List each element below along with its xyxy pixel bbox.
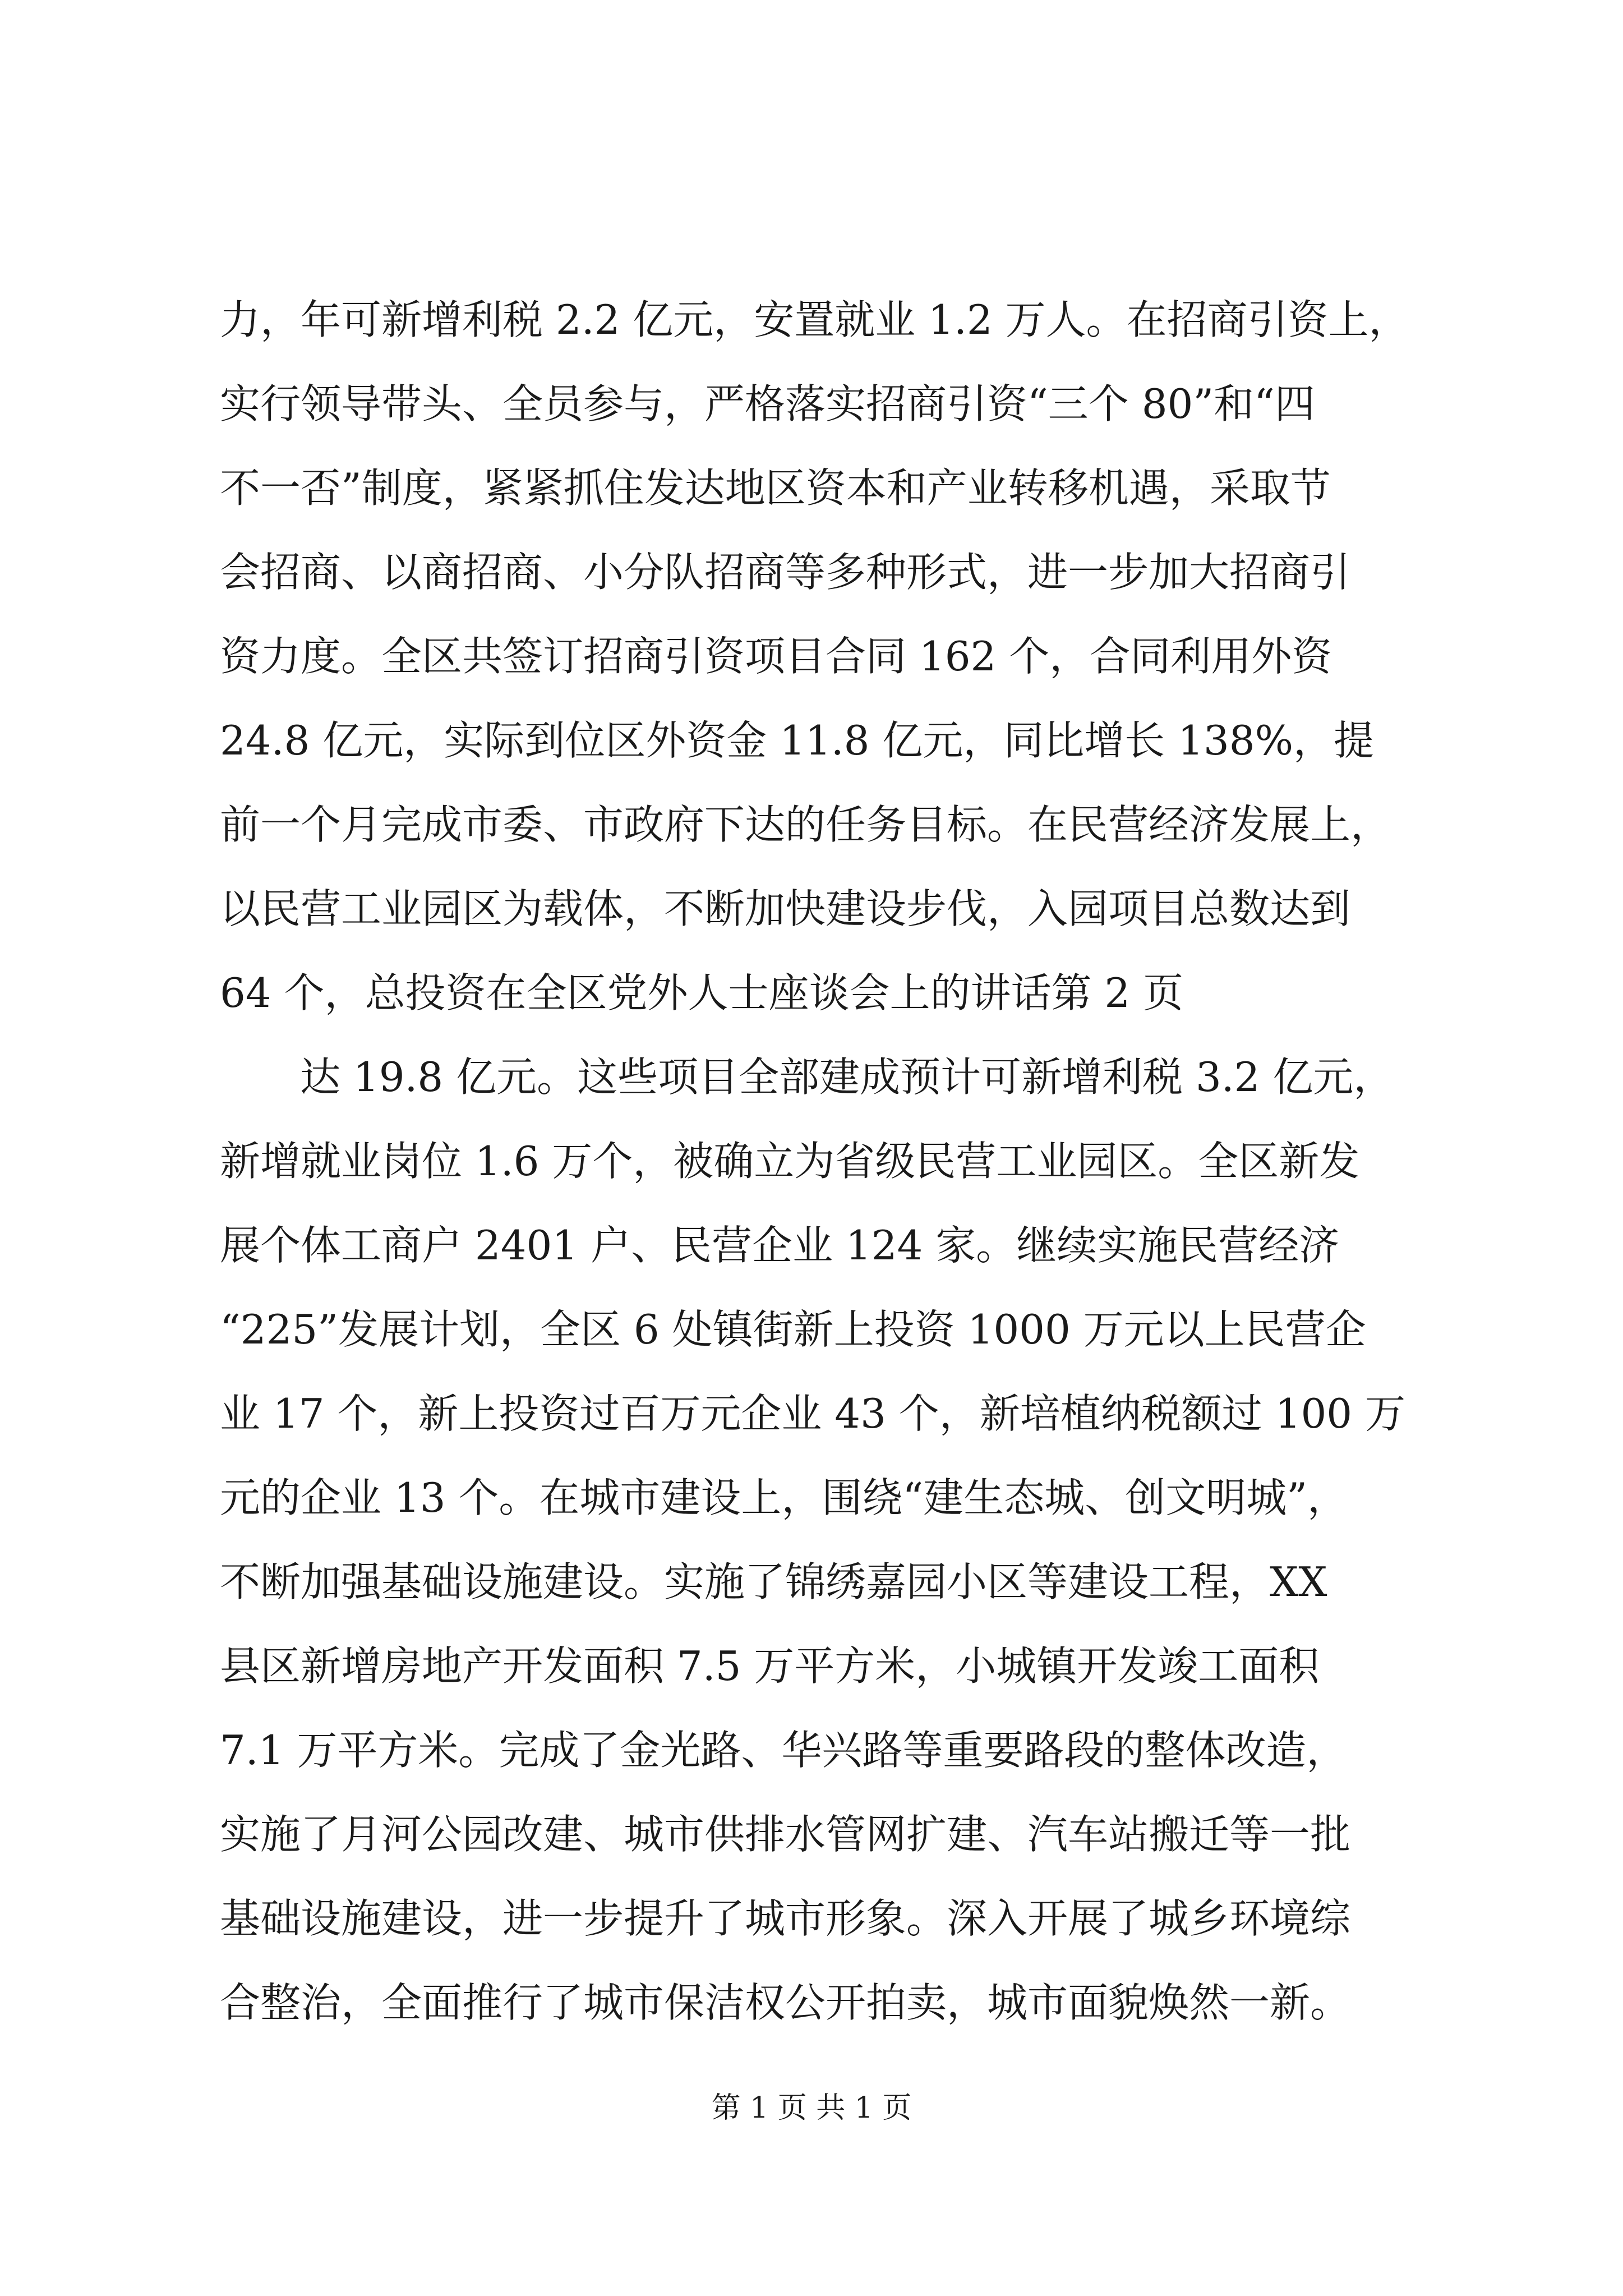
text-line: 力，年可新增利税 2.2 亿元，安置就业 1.2 万人。在招商引资上， (220, 296, 1409, 343)
text-line: 实施了月河公园改建、城市供排水管网扩建、汽车站搬迁等一批 (220, 1811, 1351, 1858)
text-line: 展个体工商户 2401 户、民营企业 124 家。继续实施民营经济 (220, 1222, 1340, 1269)
text-line: 新增就业岗位 1.6 万个，被确立为省级民营工业园区。全区新发 (220, 1138, 1360, 1185)
text-line: “225”发展计划，全区 6 处镇街新上投资 1000 万元以上民营企 (220, 1306, 1366, 1353)
text-line: 会招商、以商招商、小分队招商等多种形式，进一步加大招商引 (220, 549, 1351, 596)
text-line: 实行领导带头、全员参与，严格落实招商引资“三个 80”和“四 (220, 380, 1315, 427)
text-line: 元的企业 13 个。在城市建设上，围绕“建生态城、创文明城”， (220, 1474, 1348, 1521)
text-line: 县区新增房地产开发面积 7.5 万平方米，小城镇开发竣工面积 (220, 1642, 1320, 1690)
text-line: 不一否”制度，紧紧抓住发达地区资本和产业转移机遇，采取节 (220, 464, 1331, 512)
text-line: 24.8 亿元，实际到位区外资金 11.8 亿元，同比增长 138%，提 (220, 717, 1375, 764)
page-footer: 第 1 页 共 1 页 (711, 2091, 912, 2125)
text-line: 不断加强基础设施建设。实施了锦绣嘉园小区等建设工程，XX (220, 1558, 1327, 1605)
text-line: 7.1 万平方米。完成了金光路、华兴路等重要路段的整体改造， (220, 1727, 1347, 1774)
text-line: 前一个月完成市委、市政府下达的任务目标。在民营经济发展上， (220, 801, 1391, 848)
text-line: 资力度。全区共签订招商引资项目合同 162 个，合同利用外资 (220, 633, 1332, 680)
text-line: 基础设施建设，进一步提升了城市形象。深入开展了城乡环境综 (220, 1895, 1351, 1942)
text-line: 达 19.8 亿元。这些项目全部建成预计可新增利税 3.2 亿元， (300, 1053, 1394, 1101)
text-line: 合整治，全面推行了城市保洁权公开拍卖，城市面貌焕然一新。 (220, 1979, 1351, 2026)
text-line: 业 17 个，新上投资过百万元企业 43 个，新培植纳税额过 100 万 (220, 1390, 1405, 1437)
text-line: 以民营工业园区为载体，不断加快建设步伐，入园项目总数达到 (220, 885, 1351, 932)
text-line: 64 个，总投资在全区党外人士座谈会上的讲话第 2 页 (220, 969, 1184, 1016)
